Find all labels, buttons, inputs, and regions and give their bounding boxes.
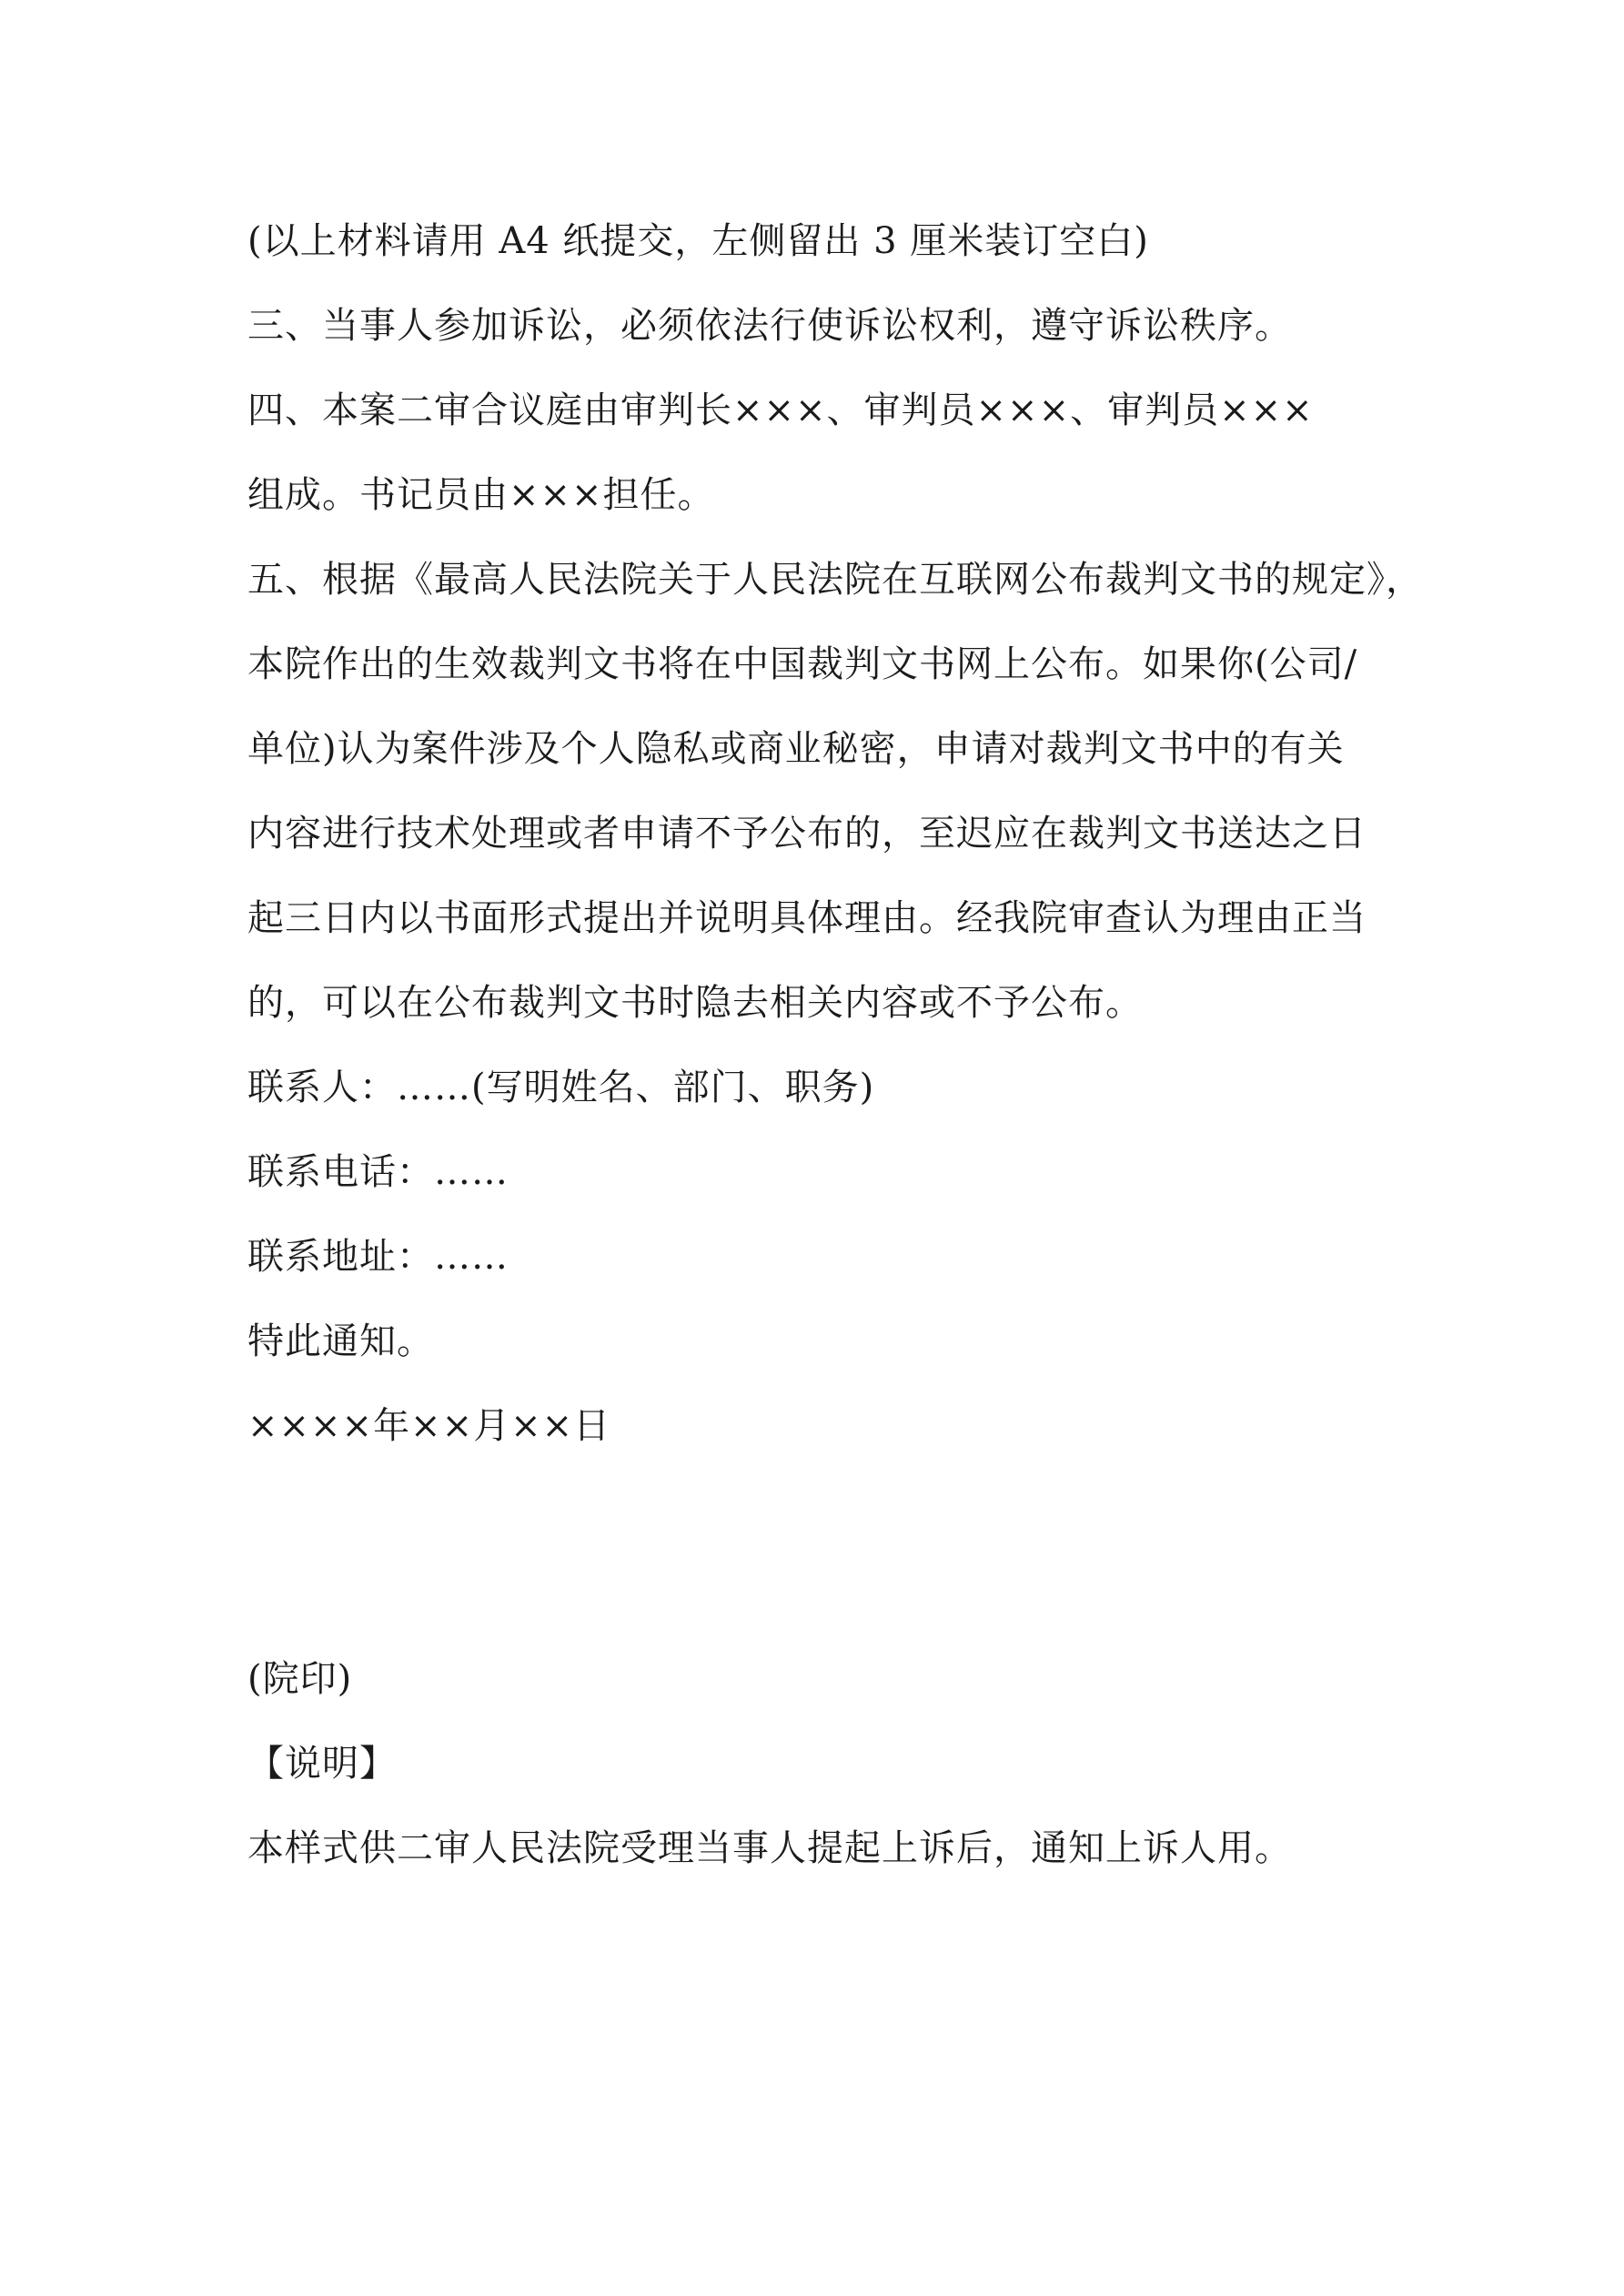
item-five-line-4: 内容进行技术处理或者申请不予公布的，至迟应在裁判文书送达之日	[247, 813, 1367, 855]
item-five-line-2: 本院作出的生效裁判文书将在中国裁判文书网上公布。如果你(公司/	[247, 643, 1358, 685]
item-four-line-1: 四、本案二审合议庭由审判长×××、审判员×××、审判员×××	[247, 389, 1314, 431]
item-five-line-5: 起三日内以书面形式提出并说明具体理由。经我院审查认为理由正当	[247, 897, 1367, 939]
contact-address: 联系地址：……	[247, 1236, 509, 1278]
date-line: ××××年××月××日	[247, 1405, 611, 1447]
closing-notice: 特此通知。	[247, 1320, 434, 1362]
explanation-text: 本样式供二审人民法院受理当事人提起上诉后，通知上诉人用。	[247, 1827, 1292, 1869]
item-three: 三、当事人参加诉讼，必须依法行使诉讼权利，遵守诉讼秩序。	[247, 305, 1292, 347]
item-five-line-1: 五、根据《最高人民法院关于人民法院在互联网公布裁判文书的规定》，	[247, 559, 1423, 601]
court-seal: (院印)	[247, 1658, 353, 1700]
explanation-heading: 【说明】	[247, 1743, 397, 1785]
item-four-line-2: 组成。书记员由×××担任。	[247, 474, 715, 516]
contact-person: 联系人：……(写明姓名、部门、职务)	[247, 1067, 875, 1108]
item-five-line-6: 的，可以在公布裁判文书时隐去相关内容或不予公布。	[247, 982, 1143, 1024]
materials-note: (以上材料请用 A4 纸提交，左侧留出 3 厘米装订空白)	[247, 220, 1149, 262]
item-five-line-3: 单位)认为案件涉及个人隐私或商业秘密，申请对裁判文书中的有关	[247, 728, 1345, 770]
contact-phone: 联系电话：……	[247, 1151, 509, 1193]
